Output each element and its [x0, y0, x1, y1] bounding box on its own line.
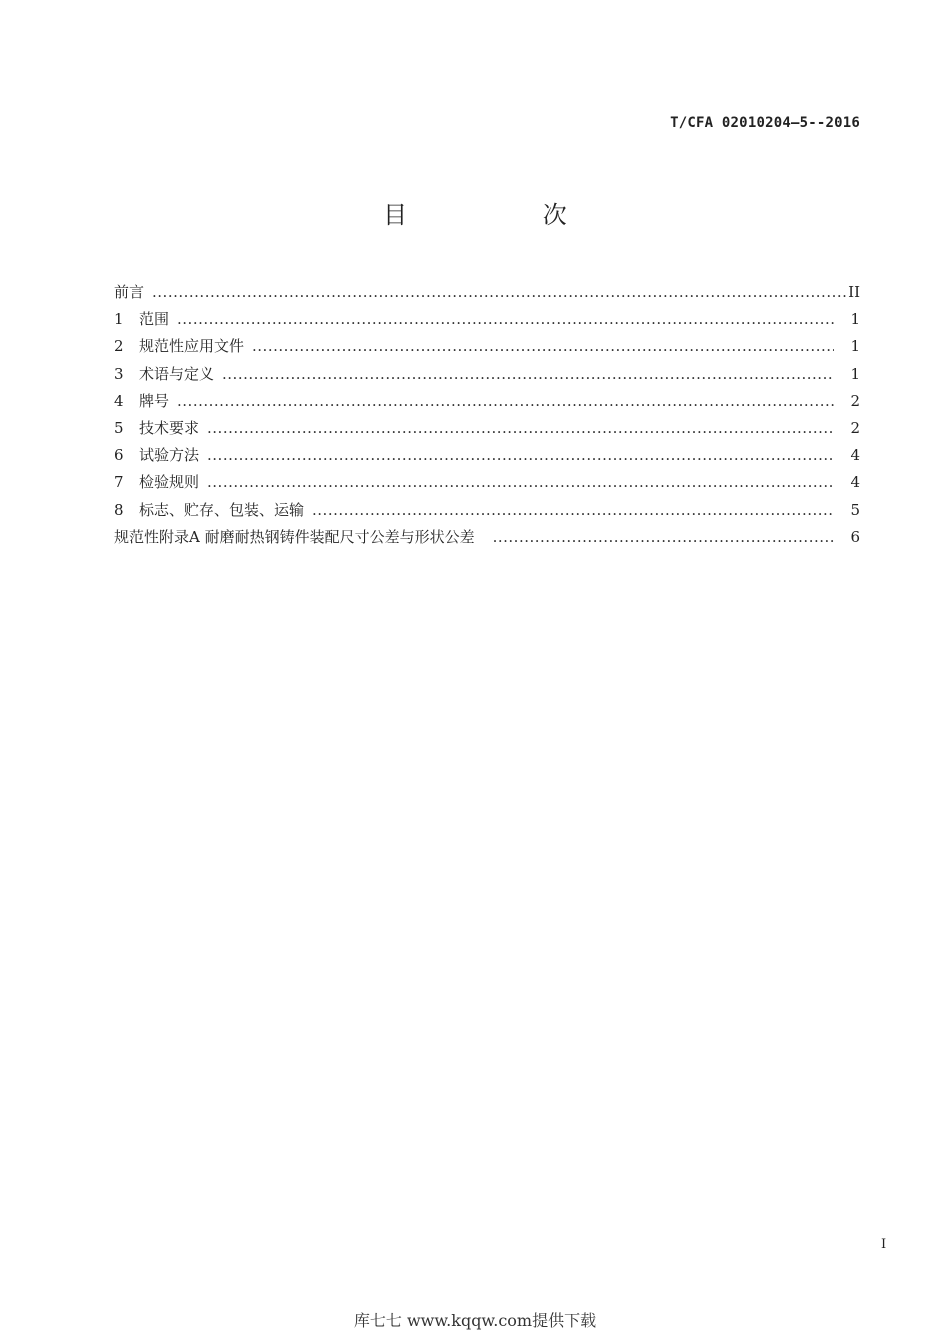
toc-entry-label: 前言: [114, 283, 145, 301]
page-number: I: [881, 1237, 887, 1252]
dot-leader: [312, 500, 834, 520]
toc-entry-number: 2: [114, 337, 124, 356]
dot-leader: [152, 282, 846, 302]
toc-entry-annex-a[interactable]: [114, 527, 860, 554]
toc-entry-page: II: [848, 283, 860, 301]
toc-entry-number: 4: [114, 391, 124, 410]
toc-entry-label: 试验方法: [139, 446, 200, 465]
dot-leader: [177, 309, 834, 329]
toc-entry-page: 5: [850, 500, 860, 519]
toc-entry-technical-requirements[interactable]: [114, 418, 860, 445]
toc-entry-page: 4: [850, 473, 860, 492]
toc-entry-number: 5: [114, 418, 124, 437]
toc-entry-terms[interactable]: [114, 364, 860, 391]
toc-entry-preface[interactable]: [114, 282, 860, 309]
dot-leader: [177, 391, 834, 411]
toc-entry-page: 6: [850, 527, 860, 546]
dot-leader: [207, 445, 834, 465]
page-title: 目 次: [383, 201, 631, 229]
toc-entry-label: 技术要求: [139, 418, 200, 437]
toc-entry-page: 2: [850, 391, 860, 410]
dot-leader: [222, 364, 834, 384]
toc-entry-number: 3: [114, 364, 124, 383]
footer-watermark: 库七七 www.kqqw.com提供下载: [353, 1311, 597, 1330]
toc-entry-page: 4: [850, 446, 860, 465]
toc-entry-test-methods[interactable]: [114, 445, 860, 472]
dot-leader: [493, 527, 834, 547]
toc-entry-marking-storage[interactable]: [114, 500, 860, 527]
toc-entry-inspection-rules[interactable]: [114, 472, 860, 499]
toc-entry-number: 8: [114, 500, 124, 519]
toc-entry-label: 范围: [139, 310, 170, 329]
toc-entry-grades[interactable]: [114, 391, 860, 418]
toc-entry-label: 规范性应用文件: [139, 337, 245, 356]
toc-entry-scope[interactable]: [114, 309, 860, 336]
toc-entry-page: 1: [850, 310, 860, 329]
toc-entry-number: 7: [114, 473, 124, 492]
toc-entry-label: 检验规则: [139, 473, 200, 492]
toc-entry-label: 标志、贮存、包装、运输: [139, 500, 305, 519]
toc-entry-number: 1: [114, 310, 124, 329]
document-code: T/CFA 02010204–5--2016: [670, 115, 860, 131]
toc-entry-page: 1: [850, 364, 860, 383]
toc-entry-page: 1: [850, 337, 860, 356]
dot-leader: [252, 336, 834, 356]
toc-entry-number: 6: [114, 446, 124, 465]
toc-entry-normative-references[interactable]: [114, 336, 860, 363]
dot-leader: [207, 418, 834, 438]
dot-leader: [207, 472, 834, 492]
table-of-contents: [114, 282, 860, 554]
toc-entry-label: 牌号: [139, 391, 170, 410]
toc-entry-page: 2: [850, 418, 860, 437]
toc-entry-label: 术语与定义: [139, 364, 215, 383]
toc-entry-label: 规范性附录A 耐磨耐热钢铸件装配尺寸公差与形状公差: [114, 527, 475, 546]
